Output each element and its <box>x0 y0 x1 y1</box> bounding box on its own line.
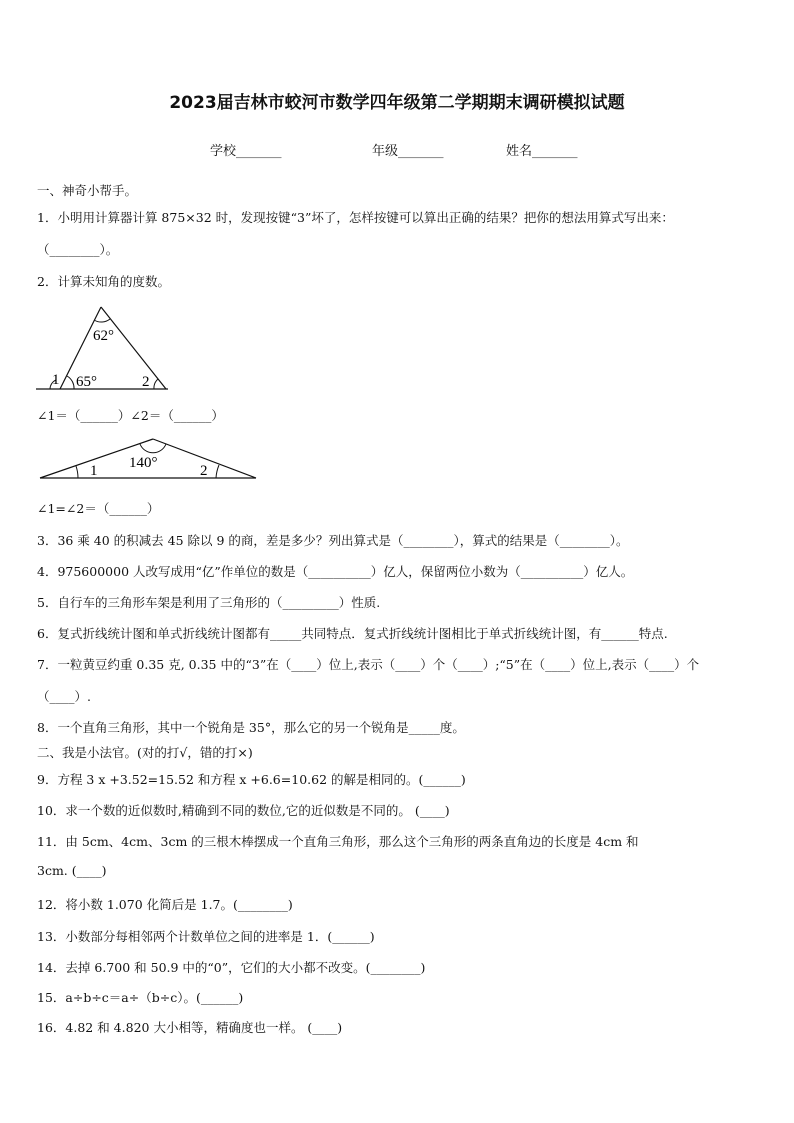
angle-2-label-b: 2 <box>200 463 208 479</box>
question-16: 16．4.82 和 4.820 大小相等，精确度也一样。 (____) <box>37 1020 343 1035</box>
question-9: 9．方程 3 x +3.52=15.52 和方程 x +6.6=10.62 的解是相同的。(______) <box>37 772 466 787</box>
question-2-answer-b: ∠1=∠2＝（______） <box>37 501 160 516</box>
angle-140-label: 140° <box>129 455 158 471</box>
triangle-figure-2 <box>38 436 260 481</box>
question-11-cont: 3cm. (____) <box>37 863 107 878</box>
angle-62-label: 62° <box>93 328 114 344</box>
grade-field: 年级_______ <box>372 144 444 159</box>
question-12: 12．将小数 1.070 化简后是 1.7。(________) <box>37 897 293 912</box>
question-5: 5．自行车的三角形车架是利用了三角形的（_________）性质. <box>37 595 381 610</box>
question-10: 10．求一个数的近似数时,精确到不同的数位,它的近似数是不同的。 (____) <box>37 803 450 818</box>
question-8: 8．一个直角三角形，其中一个锐角是 35°，那么它的另一个锐角是_____度。 <box>37 720 465 735</box>
angle-2-label: 2 <box>142 374 150 390</box>
question-1-answer: （________）。 <box>37 242 119 257</box>
angle-65-label: 65° <box>76 374 97 390</box>
angle-1-label: 1 <box>52 372 60 388</box>
page-title: 2023届吉林市蛟河市数学四年级第二学期期末调研模拟试题 <box>169 93 625 113</box>
question-7-cont: （____）. <box>37 689 91 704</box>
triangle-figure-1 <box>36 300 176 395</box>
question-13: 13．小数部分每相邻两个计数单位之间的进率是 1．(______) <box>37 929 375 944</box>
question-2-answer-a: ∠1＝（______）∠2＝（______） <box>37 408 224 423</box>
question-11: 11．由 5cm、4cm、3cm 的三根木棒摆成一个直角三角形，那么这个三角形的两条直角边的长度是 4cm 和 <box>37 834 639 849</box>
question-4: 4．975600000 人改写成用“亿”作单位的数是（__________）亿人，保留两位小数为（__________）亿人。 <box>37 564 634 579</box>
question-7: 7．一粒黄豆约重 0.35 克, 0.35 中的“3”在（____）位上,表示（____）个（____）;“5”在（____）位上,表示（____）个 <box>37 657 700 672</box>
question-14: 14．去掉 6.700 和 50.9 中的“0”，它们的大小都不改变。(________) <box>37 960 426 975</box>
question-3: 3．36 乘 40 的积减去 45 除以 9 的商，差是多少？列出算式是（________），算式的结果是（________）。 <box>37 533 629 548</box>
question-6: 6．复式折线统计图和单式折线统计图都有_____共同特点．复式折线统计图相比于单式折线统计图，有______特点. <box>37 626 668 641</box>
question-2: 2．计算未知角的度数。 <box>37 274 170 289</box>
question-15: 15．a÷b÷c＝a÷（b÷c）。(______) <box>37 990 244 1005</box>
question-1: 1．小明用计算器计算 875×32 时，发现按键“3”坏了，怎样按键可以算出正确的结果？把你的想法用算式写出来： <box>37 210 674 225</box>
school-field: 学校_______ <box>210 144 282 159</box>
section-1-heading: 一、神奇小帮手。 <box>37 183 138 198</box>
section-2-heading: 二、我是小法官。(对的打√，错的打×) <box>37 745 253 760</box>
angle-1-label-b: 1 <box>90 463 98 479</box>
name-field: 姓名_______ <box>506 144 578 159</box>
